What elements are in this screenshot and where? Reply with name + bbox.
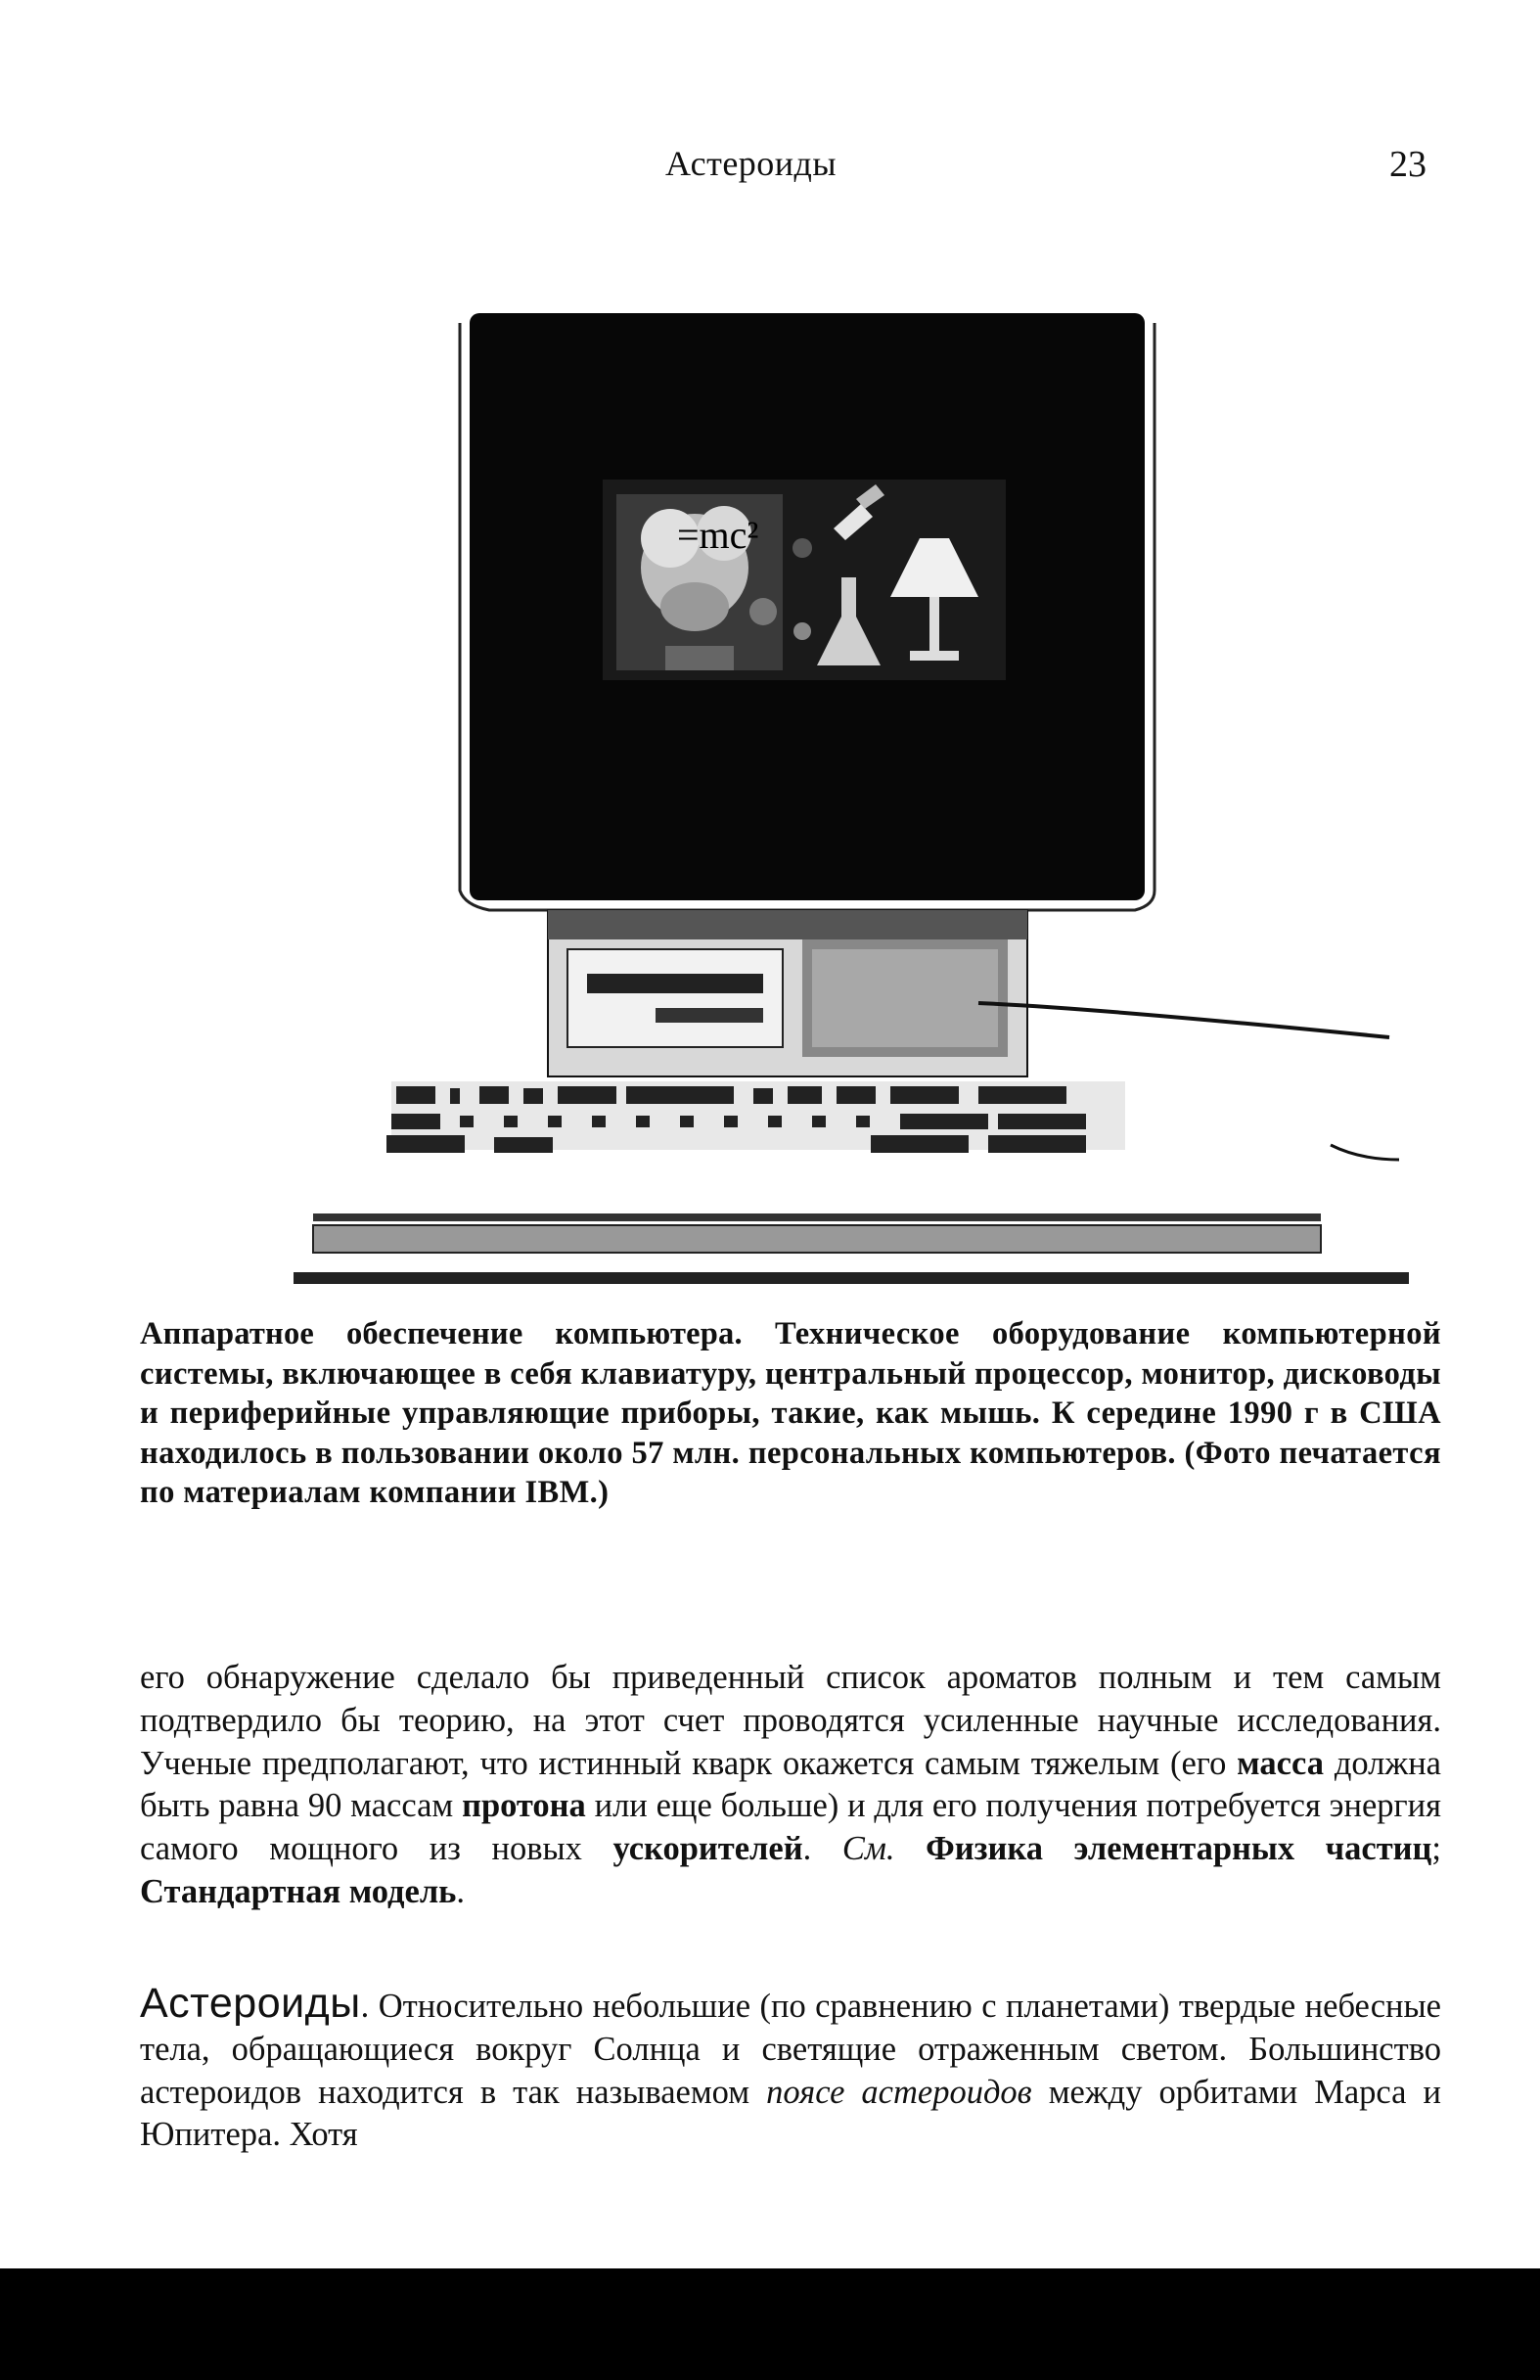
link-proton: протона xyxy=(462,1787,586,1825)
computer-photo xyxy=(294,284,1409,1292)
rail-bar xyxy=(313,1225,1321,1253)
entry-heading: Астероиды xyxy=(140,1980,361,2027)
paragraph-quark xyxy=(140,1657,1441,1914)
para1-text-7: . xyxy=(456,1872,466,1910)
mouse-cable xyxy=(978,1003,1389,1037)
para2-text-1: . Относительно небольшие (по сравнению с планетами) твердые небесные тела, обращающиеся вокруг Солнца и светящие отраженным светом. Большинство астероидов находится в так называемом xyxy=(140,1988,1441,2111)
para1-text-4: . xyxy=(802,1830,842,1868)
disk-drive xyxy=(567,949,783,1047)
para1-text-1: его обнаружение сделало бы приведенный список ароматов полным и тем самым подтвердило бы теорию, на этот счет проводятся усиленные научные исследования. Ученые предполагают, что истинный кварк окажется самым тяжелым (его xyxy=(140,1659,1441,1782)
rail-floor xyxy=(294,1272,1409,1284)
photo-caption xyxy=(140,1314,1441,1513)
scan-edge-bar xyxy=(0,2268,1540,2380)
computer-illustration xyxy=(294,284,1409,1292)
running-title: Астероиды xyxy=(665,144,838,183)
screen-formula: =mc² xyxy=(677,513,759,557)
rail-top xyxy=(313,1213,1321,1221)
caption-lead: Аппаратное обеспечение компьютера. xyxy=(140,1316,743,1351)
link-standard-model: Стандартная модель xyxy=(140,1872,457,1910)
paragraph-asteroids xyxy=(140,1980,1441,2157)
para1-text-6: ; xyxy=(1431,1830,1441,1868)
caption-text: Техническое оборудование компьютерной системы, включающее в себя клавиатуру, центральный процессор, монитор, дисководы и периферийные управляющие приборы, такие, как мышь. К середине 1990 г в США находилось в пользовании около 57 млн. персональных компьютеров. (Фото печатается по материалам компании IBM.) xyxy=(140,1316,1441,1510)
para2-text-2: между орбитами Марса и Юпитера. Хотя xyxy=(140,2073,1441,2154)
para1-text-3: или еще больше) и для его получения потребуется энергия самого мощного из новых xyxy=(140,1787,1441,1868)
asteroid-belt-term: поясе астероидов xyxy=(766,2073,1032,2111)
see-also: См. xyxy=(841,1830,895,1868)
para1-text-5 xyxy=(894,1830,926,1867)
link-mass: масса xyxy=(1237,1744,1324,1782)
page-number: 23 xyxy=(1389,144,1427,185)
para1-text-2: должна быть равна 90 массам xyxy=(140,1744,1441,1825)
link-accelerators: ускорителей xyxy=(612,1830,803,1868)
link-particle-physics: Физика элементарных частиц xyxy=(926,1830,1432,1868)
